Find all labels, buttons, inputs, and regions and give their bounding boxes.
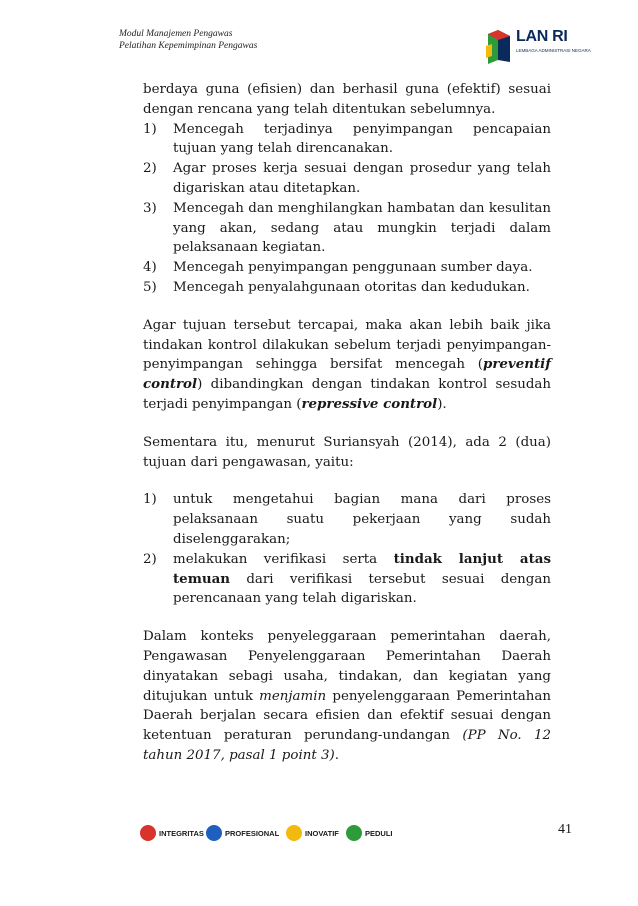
header-training-title: Pelatihan Kepemimpinan Pengawas: [119, 41, 258, 51]
emphasis-repressive: repressive control: [301, 395, 438, 412]
list-text: Mencegah dan menghilangkan hambatan dan kesulitan yang akan, sedang atau mungkin terjadi dalam pelaksanaan kegiatan.: [173, 200, 551, 256]
list-item: [143, 490, 551, 549]
list-item: [143, 199, 551, 258]
list-text: untuk mengetahui bagian mana dari proses pelaksanaan suatu pekerjaan yang sudah diselenggarakan;: [173, 492, 551, 547]
citation-pp: (PP No. 12 tahun 2017, pasal 1 point 3): [143, 728, 551, 763]
text-run: melakukan verifikasi serta: [173, 551, 394, 567]
value-badge-profesional: [206, 824, 279, 842]
list-text: Mencegah penyalahgunaan otoritas dan kedudukan.: [173, 279, 530, 295]
objectives-list: [143, 120, 551, 298]
emphasis-preventif: preventif control: [143, 356, 551, 393]
list-item: [143, 159, 551, 199]
badge-label: INOVATIF: [305, 828, 339, 838]
page-number: 41: [558, 822, 572, 837]
list-text: Mencegah penyimpangan penggunaan sumber daya.: [173, 260, 533, 276]
lan-ri-logo: [484, 26, 591, 70]
emphasis-menjamin: menjamin: [259, 688, 327, 704]
logo-text: LAN RI: [516, 28, 568, 45]
supervision-goals-list: [143, 490, 551, 609]
value-badge-peduli: [346, 824, 393, 842]
badge-label: PEDULI: [365, 828, 393, 838]
list-item: [143, 278, 551, 298]
lan-ri-emblem-icon: [484, 26, 514, 66]
paragraph-control: [143, 316, 551, 415]
list-number: 4): [143, 260, 157, 276]
paragraph-regional-government: [143, 627, 551, 766]
list-number: 2): [143, 551, 157, 567]
list-number: 2): [143, 161, 157, 177]
emphasis-tindak-lanjut: tindak lanjut atas temuan: [173, 550, 551, 587]
list-item: [143, 258, 551, 278]
list-item: [143, 550, 551, 609]
core-values-footer: [140, 822, 402, 844]
integritas-icon: [140, 825, 156, 841]
badge-label: PROFESIONAL: [225, 828, 280, 838]
value-badge-integritas: [140, 824, 204, 842]
header-module-title: Modul Manajemen Pengawas: [119, 29, 233, 39]
list-text: Mencegah terjadinya penyimpangan pencapaian tujuan yang telah direncanakan.: [173, 121, 551, 157]
list-number: 5): [143, 279, 157, 295]
text-run: ) dibandingkan dengan tindakan kontrol sesudah terjadi penyimpangan (: [143, 377, 551, 412]
list-text: Agar proses kerja sesuai dengan prosedur yang telah digariskan atau ditetapkan.: [173, 161, 551, 196]
list-number: 3): [143, 200, 157, 216]
badge-label: INTEGRITAS: [159, 828, 204, 838]
text-run: Agar tujuan tersebut tercapai, maka akan lebih baik jika tindakan kontrol dilakukan sebelum terjadi penyimpangan-penyimpangan sehingga bersifat mencegah (: [143, 317, 551, 373]
text-run: .: [334, 747, 339, 763]
list-number: 1): [143, 121, 157, 137]
paragraph-suriansyah: Sementara itu, menurut Suriansyah (2014), ada 2 (dua) tujuan dari pengawasan, yaitu:: [143, 434, 551, 470]
list-item: [143, 120, 551, 160]
page-body: [143, 80, 551, 766]
profesional-icon: [206, 825, 222, 841]
text-run: dari verifikasi tersebut sesuai dengan perencanaan yang telah digariskan.: [173, 571, 551, 607]
value-badge-inovatif: [286, 824, 339, 842]
paragraph-intro: berdaya guna (efisien) dan berhasil guna (efektif) sesuai dengan rencana yang telah ditentukan sebelumnya.: [143, 82, 551, 117]
inovatif-icon: [286, 825, 302, 841]
text-run: ).: [437, 396, 447, 412]
logo-subtext: LEMBAGA ADMINISTRASI NEGARA: [516, 48, 591, 53]
peduli-icon: [346, 825, 362, 841]
text-run: penyelenggaraan Pemerintahan Daerah berjalan secara efisien dan efektif sesuai dengan ketentuan peraturan perundang-undangan: [143, 688, 551, 744]
running-header: [119, 28, 257, 52]
text-run: Dalam konteks penyeleggaraan pemerintahan daerah, Pengawasan Penyelenggaraan Pemerintahan Daerah dinyatakan sebagi usaha, tindakan, dan kegiatan yang ditujukan untuk: [143, 629, 551, 704]
list-number: 1): [143, 492, 157, 508]
